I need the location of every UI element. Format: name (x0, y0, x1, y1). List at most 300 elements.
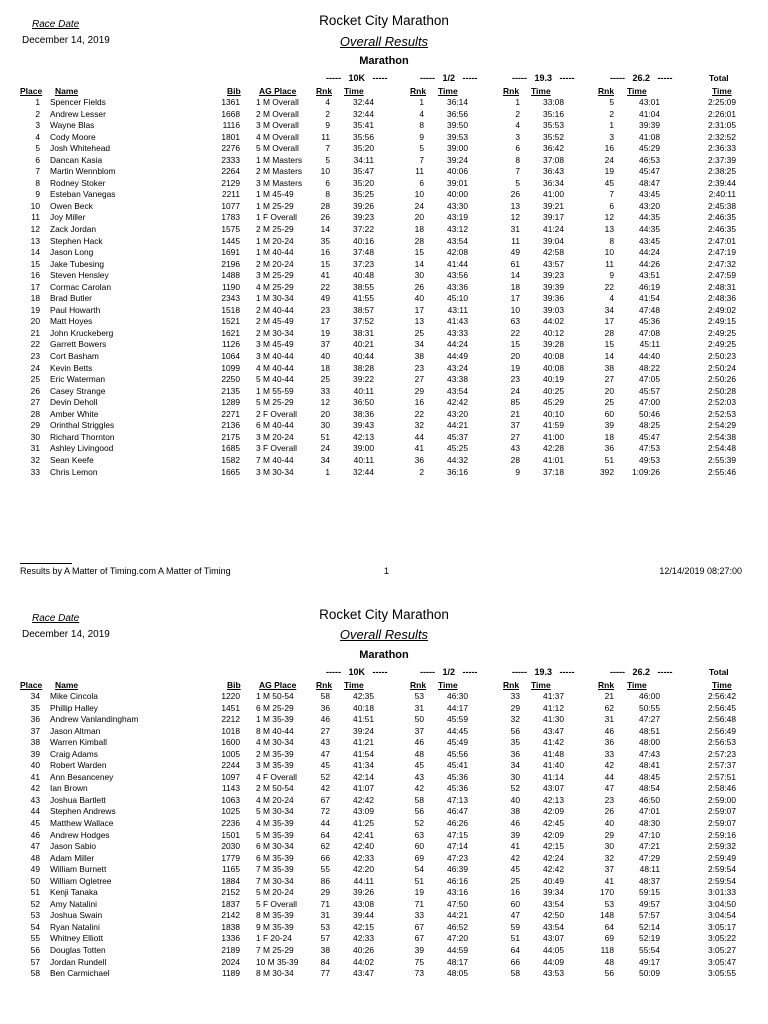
rank-10k: 34 (320, 454, 330, 465)
time-26-2: 43:45 (639, 189, 660, 200)
ag-place: 5 M 20-24 (256, 887, 294, 898)
place: 4 (35, 131, 40, 142)
time-26-2: 46:00 (639, 691, 660, 701)
time-10k: 40:11 (353, 385, 374, 396)
time-26-2: 48:47 (639, 177, 660, 188)
time-19-3: 41:37 (543, 691, 564, 701)
rank-26-2: 392 (600, 466, 614, 477)
place: 43 (30, 794, 40, 805)
place: 39 (30, 748, 40, 759)
time-half: 39:00 (447, 143, 468, 154)
runner-name: Sean Keefe (50, 454, 94, 465)
ag-place: 2 M 20-24 (256, 258, 294, 269)
rank-half: 6 (419, 177, 424, 188)
time-26-2: 45:57 (639, 385, 660, 396)
bib: 1099 (221, 362, 240, 373)
place: 30 (30, 431, 40, 442)
runner-name: Matt Hoyes (50, 316, 93, 327)
rank-10k: 15 (320, 258, 330, 269)
bib: 1884 (221, 875, 240, 886)
rank-10k: 10 (320, 166, 330, 177)
rank-half: 20 (414, 212, 424, 223)
runner-name: Jake Tubesing (50, 258, 105, 269)
rank-10k: 45 (320, 760, 330, 771)
time-half: 44:21 (447, 420, 468, 431)
rank-19-3: 11 (511, 235, 520, 246)
col-rnk-half: Rnk (410, 86, 427, 96)
bib: 1518 (221, 304, 240, 315)
rank-half: 28 (414, 235, 424, 246)
time-26-2: 39:39 (639, 120, 660, 131)
rank-26-2: 32 (604, 852, 614, 863)
rank-half: 63 (414, 829, 424, 840)
runner-name: Matthew Wallace (50, 818, 114, 829)
time-26-2: 45:36 (639, 316, 660, 327)
place: 18 (30, 293, 40, 304)
total-time: 2:31:05 (708, 120, 736, 131)
time-26-2: 44:35 (639, 212, 660, 223)
place: 46 (30, 829, 40, 840)
time-19-3: 41:14 (543, 771, 564, 782)
rank-10k: 55 (320, 864, 330, 875)
runner-name: Craig Adams (50, 748, 98, 759)
table-row (0, 201, 768, 213)
time-26-2: 45:29 (639, 143, 660, 154)
bib: 1582 (221, 454, 240, 465)
table-row (0, 374, 768, 386)
rank-10k: 26 (320, 212, 330, 223)
rank-10k: 44 (320, 818, 330, 829)
rank-19-3: 38 (510, 806, 520, 817)
rank-half: 41 (414, 443, 424, 454)
rank-26-2: 19 (604, 166, 614, 177)
bib: 1289 (221, 397, 240, 408)
rank-half: 8 (419, 120, 424, 131)
rank-half: 51 (414, 875, 424, 886)
time-half: 43:12 (447, 224, 468, 235)
rank-26-2: 15 (604, 339, 614, 350)
rank-10k: 25 (320, 374, 330, 385)
total-time: 3:04:50 (708, 898, 736, 909)
time-26-2: 47:27 (639, 714, 660, 725)
rank-26-2: 16 (604, 143, 614, 154)
time-10k: 40:26 (353, 945, 374, 956)
table-row (0, 467, 768, 479)
rank-19-3: 13 (510, 200, 520, 211)
time-26-2: 45:47 (639, 166, 660, 177)
place: 55 (30, 933, 40, 944)
rank-26-2: 45 (604, 177, 614, 188)
total-time: 2:49:02 (708, 304, 736, 315)
col-ag-place: AG Place (259, 86, 297, 96)
bib: 2333 (221, 154, 240, 165)
total-header-top: Total (709, 667, 729, 677)
ag-place: 4 M 40-44 (256, 362, 294, 373)
footer-credit: Results by A Matter of Timing.com A Matter of Timing (20, 566, 231, 576)
time-26-2: 50:46 (639, 408, 660, 419)
table-row (0, 236, 768, 248)
rank-half: 67 (414, 921, 424, 932)
rank-19-3: 46 (510, 818, 520, 829)
time-10k: 38:31 (353, 327, 374, 338)
bib: 1116 (222, 120, 240, 131)
total-time: 3:05:55 (708, 968, 736, 979)
table-row (0, 143, 768, 155)
table-row (0, 864, 768, 876)
runner-name: Joshua Swain (50, 910, 103, 921)
bib: 2196 (221, 258, 240, 269)
rank-26-2: 2 (609, 108, 614, 119)
bib: 2129 (221, 177, 240, 188)
race-date: December 14, 2019 (22, 35, 110, 46)
rank-half: 24 (414, 200, 424, 211)
rank-26-2: 14 (604, 351, 614, 362)
runner-name: Garrett Bowers (50, 339, 107, 350)
runner-name: Cort Basham (50, 351, 99, 362)
total-time: 2:50:24 (708, 362, 736, 373)
time-19-3: 42:58 (543, 247, 564, 258)
rank-half: 53 (414, 691, 424, 701)
table-row (0, 806, 768, 818)
rank-half: 36 (414, 454, 424, 465)
rank-half: 39 (414, 945, 424, 956)
rank-half: 7 (419, 154, 424, 165)
time-19-3: 39:23 (543, 270, 564, 281)
place: 19 (30, 304, 40, 315)
time-half: 44:24 (447, 339, 468, 350)
time-19-3: 36:43 (543, 166, 564, 177)
col-total-time: Time (712, 680, 732, 690)
time-19-3: 41:40 (543, 760, 564, 771)
rank-half: 13 (414, 316, 424, 327)
total-time: 2:59:07 (708, 806, 736, 817)
rank-10k: 17 (320, 316, 330, 327)
time-26-2: 48:45 (639, 771, 660, 782)
time-half: 47:15 (447, 829, 468, 840)
place: 2 (35, 108, 40, 119)
total-time: 2:32:52 (708, 131, 736, 142)
bib: 1361 (221, 97, 240, 107)
runner-name: William Ogletree (50, 875, 112, 886)
rank-26-2: 64 (604, 921, 614, 932)
footer-timestamp: 12/14/2019 08:27:00 (659, 566, 742, 576)
ag-place: 2 M 45-49 (256, 316, 294, 327)
place: 9 (35, 189, 40, 200)
rank-19-3: 33 (510, 691, 520, 701)
time-26-2: 47:21 (639, 841, 660, 852)
table-row (0, 420, 768, 432)
place: 45 (30, 818, 40, 829)
rank-19-3: 29 (510, 702, 520, 713)
rank-26-2: 36 (604, 443, 614, 454)
rank-half: 18 (414, 224, 424, 235)
time-26-2: 41:04 (639, 108, 660, 119)
time-19-3: 41:01 (543, 454, 564, 465)
table-row (0, 351, 768, 363)
place: 42 (30, 783, 40, 794)
time-10k: 42:40 (353, 841, 374, 852)
bib: 1445 (221, 235, 240, 246)
time-10k: 37:48 (353, 247, 374, 258)
rank-10k: 84 (320, 956, 330, 967)
time-19-3: 43:54 (543, 898, 564, 909)
total-time: 2:52:53 (708, 408, 736, 419)
time-19-3: 39:28 (543, 339, 564, 350)
time-19-3: 39:21 (543, 200, 564, 211)
results-page-2 (0, 594, 768, 1024)
total-time: 2:57:23 (708, 748, 736, 759)
total-time: 2:56:48 (708, 714, 736, 725)
time-19-3: 37:18 (543, 466, 564, 477)
bib: 2030 (221, 841, 240, 852)
rank-26-2: 36 (604, 737, 614, 748)
time-19-3: 39:04 (543, 235, 564, 246)
ag-place: 2 M 50-54 (256, 783, 294, 794)
table-row (0, 922, 768, 934)
total-header-top: Total (709, 73, 729, 83)
total-time: 2:50:28 (708, 385, 736, 396)
time-half: 41:44 (447, 258, 468, 269)
time-26-2: 46:53 (639, 154, 660, 165)
rank-half: 4 (419, 108, 424, 119)
bib: 1064 (221, 351, 240, 362)
rank-26-2: 47 (604, 783, 614, 794)
runner-name: Cody Moore (50, 131, 96, 142)
time-half: 46:26 (447, 818, 468, 829)
time-10k: 41:21 (353, 737, 374, 748)
runner-name: Andrew Vanlandingham (50, 714, 139, 725)
bib: 2271 (221, 408, 240, 419)
ag-place: 1 M Overall (256, 97, 299, 107)
split-header-26-2: ----- 26.2 ----- (610, 667, 673, 677)
time-half: 45:49 (447, 737, 468, 748)
total-time: 2:54:29 (708, 420, 736, 431)
ag-place: 2 M 25-29 (256, 224, 294, 235)
time-half: 43:19 (447, 212, 468, 223)
total-time: 2:50:26 (708, 374, 736, 385)
rank-10k: 1 (325, 466, 330, 477)
total-time: 2:58:46 (708, 783, 736, 794)
rank-half: 31 (414, 702, 424, 713)
table-row (0, 945, 768, 957)
time-half: 44:59 (447, 945, 468, 956)
col-rnk-26-2: Rnk (598, 680, 615, 690)
time-10k: 42:13 (353, 431, 374, 442)
time-half: 40:06 (447, 166, 468, 177)
time-10k: 43:09 (353, 806, 374, 817)
rank-10k: 35 (320, 235, 330, 246)
time-half: 44:32 (447, 454, 468, 465)
rank-26-2: 44 (604, 771, 614, 782)
time-10k: 36:50 (353, 397, 374, 408)
time-10k: 32:44 (353, 466, 374, 477)
ag-place: 1 M 55-59 (256, 385, 294, 396)
time-10k: 35:41 (353, 120, 374, 131)
time-10k: 42:42 (353, 794, 374, 805)
runner-name: Richard Thornton (50, 431, 115, 442)
time-19-3: 41:00 (543, 431, 564, 442)
total-time: 2:50:23 (708, 351, 736, 362)
table-row (0, 841, 768, 853)
bib: 1521 (221, 316, 240, 327)
rank-half: 46 (414, 737, 424, 748)
rank-half: 5 (419, 143, 424, 154)
time-26-2: 49:17 (639, 956, 660, 967)
rank-half: 75 (414, 956, 424, 967)
ag-place: 1 F 20-24 (256, 933, 292, 944)
ag-place: 1 M Masters (256, 154, 303, 165)
runner-name: Eric Waterman (50, 374, 106, 385)
time-19-3: 35:16 (543, 108, 564, 119)
time-10k: 35:47 (353, 166, 374, 177)
bib: 1143 (221, 783, 240, 794)
runner-name: Cormac Carolan (50, 281, 111, 292)
time-19-3: 42:42 (543, 864, 564, 875)
time-10k: 34:11 (353, 154, 374, 165)
runner-name: Casey Strange (50, 385, 106, 396)
rank-10k: 28 (320, 200, 330, 211)
total-time: 2:25:09 (708, 97, 736, 107)
time-half: 46:16 (447, 875, 468, 886)
table-row (0, 737, 768, 749)
place: 6 (35, 154, 40, 165)
time-10k: 37:52 (353, 316, 374, 327)
place: 16 (30, 270, 40, 281)
runner-name: Steven Hensley (50, 270, 109, 281)
time-half: 43:56 (447, 270, 468, 281)
bib: 2250 (221, 374, 240, 385)
time-10k: 37:23 (353, 258, 374, 269)
place: 52 (30, 898, 40, 909)
time-26-2: 43:45 (639, 235, 660, 246)
place: 57 (30, 956, 40, 967)
place: 1 (35, 97, 40, 107)
rank-26-2: 30 (604, 841, 614, 852)
time-half: 48:17 (447, 956, 468, 967)
time-26-2: 48:25 (639, 420, 660, 431)
time-26-2: 49:53 (639, 454, 660, 465)
time-half: 45:10 (447, 293, 468, 304)
time-26-2: 44:40 (639, 351, 660, 362)
place: 5 (35, 143, 40, 154)
rank-26-2: 62 (604, 702, 614, 713)
time-10k: 39:24 (353, 725, 374, 736)
rank-half: 26 (414, 281, 424, 292)
place: 34 (30, 691, 40, 701)
rank-10k: 2 (325, 108, 330, 119)
bib: 1501 (221, 829, 240, 840)
bib: 1779 (221, 852, 240, 863)
time-26-2: 47:05 (639, 374, 660, 385)
time-half: 36:16 (447, 466, 468, 477)
rank-19-3: 7 (515, 166, 520, 177)
time-10k: 42:41 (353, 829, 374, 840)
time-half: 46:39 (447, 864, 468, 875)
time-half: 45:56 (447, 748, 468, 759)
event-title: Rocket City Marathon (319, 607, 449, 622)
col-time-19-3: Time (531, 86, 551, 96)
rank-half: 17 (414, 304, 424, 315)
time-26-2: 50:55 (639, 702, 660, 713)
table-row (0, 212, 768, 224)
runner-name: Ashley Livingood (50, 443, 114, 454)
total-time: 2:54:48 (708, 443, 736, 454)
time-26-2: 48:37 (639, 875, 660, 886)
place: 47 (30, 841, 40, 852)
runner-name: William Burnett (50, 864, 107, 875)
rank-10k: 18 (320, 362, 330, 373)
table-row (0, 282, 768, 294)
results-title: Overall Results (339, 627, 429, 642)
time-19-3: 42:24 (543, 852, 564, 863)
rank-19-3: 1 (515, 97, 520, 107)
time-19-3: 40:08 (543, 351, 564, 362)
time-19-3: 39:36 (543, 293, 564, 304)
bib: 1801 (221, 131, 240, 142)
runner-name: Rodney Stoker (50, 177, 106, 188)
rank-26-2: 118 (600, 945, 614, 956)
time-10k: 40:44 (353, 351, 374, 362)
ag-place: 4 M 20-24 (256, 794, 294, 805)
total-time: 2:59:07 (708, 818, 736, 829)
time-19-3: 41:00 (543, 189, 564, 200)
rank-10k: 4 (325, 97, 330, 107)
rank-10k: 11 (321, 131, 330, 142)
runner-name: Stephen Andrews (50, 806, 116, 817)
rank-half: 32 (414, 420, 424, 431)
time-half: 44:49 (447, 351, 468, 362)
runner-name: Martin Wennblom (50, 166, 116, 177)
ag-place: 1 M 40-44 (256, 247, 294, 258)
footer-page-number: 1 (384, 566, 390, 576)
ag-place: 2 M Overall (256, 108, 299, 119)
table-row (0, 910, 768, 922)
rank-19-3: 14 (510, 270, 520, 281)
time-10k: 38:55 (353, 281, 374, 292)
time-26-2: 59:15 (639, 887, 660, 898)
table-row (0, 899, 768, 911)
rank-19-3: 8 (515, 154, 520, 165)
ag-place: 1 M 50-54 (256, 691, 294, 701)
bib: 1126 (221, 339, 240, 350)
place: 14 (30, 247, 40, 258)
total-time: 2:46:35 (708, 224, 736, 235)
rank-26-2: 39 (604, 420, 614, 431)
rank-half: 34 (414, 339, 424, 350)
time-10k: 39:23 (353, 212, 374, 223)
time-19-3: 43:07 (543, 933, 564, 944)
place: 51 (30, 887, 40, 898)
time-half: 45:36 (447, 771, 468, 782)
ag-place: 7 M 25-29 (256, 945, 294, 956)
time-19-3: 44:09 (543, 956, 564, 967)
time-19-3: 43:47 (543, 725, 564, 736)
rank-26-2: 23 (604, 794, 614, 805)
rank-26-2: 1 (609, 120, 614, 131)
bib: 1837 (221, 898, 240, 909)
bib: 1621 (221, 327, 240, 338)
place: 32 (30, 454, 40, 465)
footer-divider (20, 563, 72, 564)
ag-place: 8 M 35-39 (256, 910, 294, 921)
rank-19-3: 60 (510, 898, 520, 909)
ag-place: 6 M 35-39 (256, 852, 294, 863)
rank-19-3: 19 (510, 362, 520, 373)
total-time: 3:01:33 (708, 887, 736, 898)
time-10k: 40:11 (353, 454, 374, 465)
time-10k: 38:57 (353, 304, 374, 315)
rank-10k: 51 (320, 431, 330, 442)
